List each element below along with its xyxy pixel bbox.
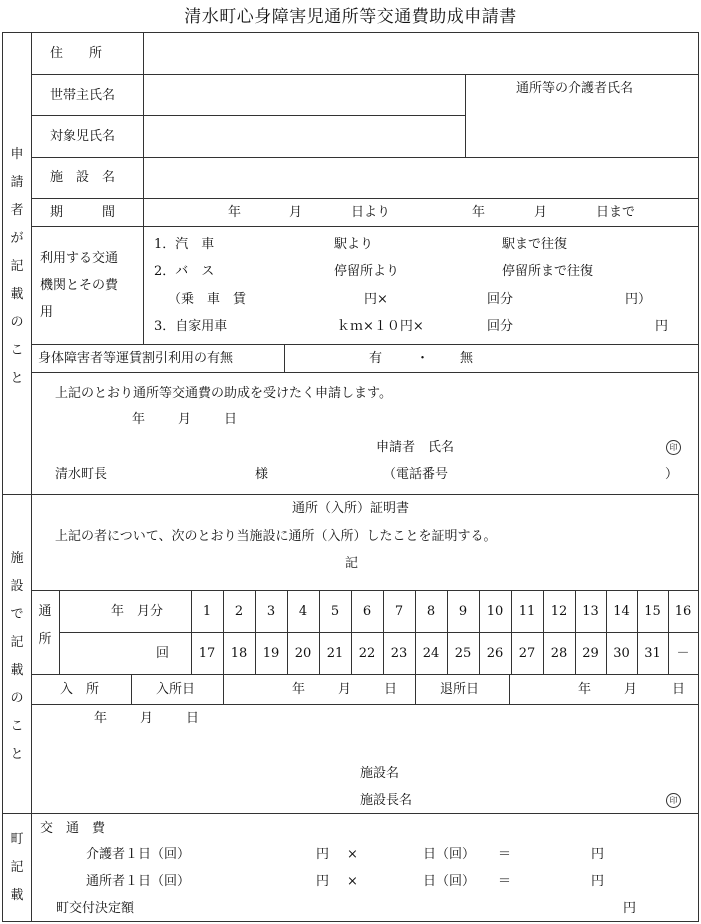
admission-label: 入 所 — [60, 682, 100, 697]
train-to: 駅まで往復 — [502, 237, 568, 252]
attendance-side-1: 通 — [38, 604, 52, 619]
day-cell: 3 — [266, 604, 276, 619]
day-cell: 19 — [262, 646, 280, 661]
certificate-statement: 上記の者について、次のとおり当施設に通所（入所）したことを証明する。 — [55, 529, 497, 544]
declaration-statement: 上記のとおり通所等交通費の助成を受けたく申請します。 — [55, 386, 392, 401]
admit-date-label: 入所日 — [156, 682, 196, 697]
discharge-date-label: 退所日 — [440, 682, 480, 697]
day-cell: 30 — [613, 646, 630, 661]
seal-icon: 印 — [666, 440, 681, 455]
escort-times: × — [347, 847, 358, 862]
side-char: 請 — [10, 175, 24, 190]
day-cell: 9 — [458, 604, 468, 619]
attendee-eq: ＝ — [498, 874, 512, 889]
escort-name-field[interactable] — [467, 100, 697, 156]
day-cell: 18 — [230, 646, 248, 661]
seal-icon: 印 — [666, 793, 681, 808]
phone-label: （電話番号 — [383, 467, 449, 482]
cert-day: 日 — [186, 711, 200, 726]
period-year-to: 年 — [472, 205, 486, 220]
admit-year: 年 — [292, 682, 306, 697]
applicant-name-label: 申請者 氏名 — [376, 440, 455, 455]
side-char: 記 — [10, 860, 24, 875]
side-char: で — [10, 607, 24, 622]
day-cell: 21 — [326, 646, 344, 661]
attendee-row-label: 通所者１日（回） — [86, 874, 191, 889]
day-cell: 13 — [582, 604, 599, 619]
side-char: 施 — [10, 551, 24, 566]
decision-yen: 円 — [623, 901, 637, 916]
period-year-from: 年 — [228, 205, 242, 220]
certificate-title: 通所（入所）証明書 — [292, 501, 410, 516]
escort-yen2: 円 — [591, 847, 605, 862]
escort-name-label: 通所等の介護者氏名 — [516, 81, 634, 96]
day-cell: 31 — [644, 646, 661, 661]
year-month-label: 年 月分 — [111, 604, 164, 619]
phone-close: ） — [665, 467, 679, 482]
attendee-days: 日（回） — [423, 874, 476, 889]
side-char: 町 — [10, 832, 24, 847]
period-month-from: 月 — [289, 205, 303, 220]
day-cell: 28 — [550, 646, 568, 661]
side-char: の — [10, 691, 24, 706]
day-cell: 5 — [330, 604, 340, 619]
car-rate: ｋｍ×１０円× — [337, 319, 424, 334]
period-day-to: 日まで — [596, 205, 636, 220]
attendee-yen2: 円 — [591, 874, 605, 889]
fare-title: 交 通 費 — [40, 821, 106, 836]
day-cell: 1 — [202, 604, 212, 619]
discharge-day: 日 — [672, 682, 686, 697]
fare-times: 回分 — [487, 292, 514, 307]
attendee-yen: 円 — [316, 874, 330, 889]
head-name-label: 世帯主氏名 — [50, 88, 116, 103]
day-cell: 20 — [294, 646, 312, 661]
transport-label-line1: 利用する交通 — [40, 251, 119, 266]
transport-label-line3: 用 — [40, 305, 54, 320]
fare-label: （乗 車 賃 — [168, 292, 247, 307]
discount-separator: ・ — [416, 351, 430, 366]
period-day-from: 日より — [351, 205, 391, 220]
address-label: 住 所 — [50, 46, 103, 61]
day-cell: 2 — [234, 604, 244, 619]
day-cell: － — [676, 646, 690, 661]
child-name-label: 対象児氏名 — [50, 129, 116, 144]
day-cell: 22 — [358, 646, 376, 661]
day-cell: 14 — [613, 604, 630, 619]
side-char: と — [10, 371, 24, 386]
period-month-to: 月 — [534, 205, 548, 220]
declaration-day: 日 — [224, 412, 238, 427]
discount-yes[interactable]: 有 — [369, 351, 383, 366]
side-char: が — [10, 231, 24, 246]
form-title: 清水町心身障害児通所等交通費助成申請書 — [184, 7, 517, 27]
day-cell: 25 — [454, 646, 472, 661]
count-label: 回 — [156, 646, 170, 661]
mayor-label: 清水町長 — [55, 467, 108, 482]
day-cell: 7 — [394, 604, 404, 619]
facility-name-field[interactable] — [145, 159, 697, 197]
day-cell: 23 — [390, 646, 408, 661]
escort-row-label: 介護者１日（回） — [86, 847, 191, 862]
ki-label: 記 — [345, 556, 359, 571]
applicant-name-field[interactable] — [470, 436, 660, 456]
day-cell: 17 — [198, 646, 216, 661]
day-cell: 27 — [518, 646, 536, 661]
fare-yen-times: 円× — [364, 292, 388, 307]
side-char: 申 — [10, 147, 24, 162]
side-char: 記 — [10, 259, 24, 274]
side-char: と — [10, 747, 24, 762]
day-cell: 4 — [298, 604, 308, 619]
day-cell: 24 — [422, 646, 440, 661]
decision-label: 町交付決定額 — [56, 901, 135, 916]
discharge-year: 年 — [578, 682, 592, 697]
day-cell: 11 — [518, 604, 536, 619]
cert-facility-name-field[interactable] — [410, 762, 660, 782]
side-char: 記 — [10, 635, 24, 650]
attendee-times: × — [347, 874, 358, 889]
train-label: 1．汽 車 — [154, 237, 215, 252]
side-char: 載 — [10, 888, 24, 903]
day-cell: 10 — [486, 604, 504, 619]
fare-yen-close: 円） — [625, 292, 652, 307]
side-char: こ — [10, 719, 24, 734]
train-from: 駅より — [334, 237, 374, 252]
bus-from: 停留所より — [334, 264, 400, 279]
day-cell: 16 — [674, 604, 692, 619]
day-cell: 6 — [362, 604, 372, 619]
side-char: 載 — [10, 663, 24, 678]
attendance-side-2: 所 — [38, 632, 52, 647]
day-cell: 26 — [486, 646, 504, 661]
side-char: の — [10, 315, 24, 330]
facility-name-label: 施 設 名 — [50, 170, 116, 185]
day-cell: 29 — [582, 646, 599, 661]
sama-label: 様 — [255, 467, 269, 482]
bus-label: 2．バ ス — [154, 264, 215, 279]
admit-day: 日 — [384, 682, 398, 697]
cert-year: 年 — [94, 711, 108, 726]
day-cell: 8 — [426, 604, 436, 619]
side-char: こ — [10, 343, 24, 358]
escort-days: 日（回） — [423, 847, 476, 862]
cert-facility-name-label: 施設名 — [360, 766, 400, 781]
discharge-month: 月 — [624, 682, 638, 697]
side-char: 載 — [10, 287, 24, 302]
escort-yen: 円 — [316, 847, 330, 862]
escort-eq: ＝ — [498, 847, 512, 862]
car-times: 回分 — [487, 319, 514, 334]
side-char: 者 — [10, 203, 24, 218]
phone-field[interactable] — [460, 463, 660, 483]
declaration-month: 月 — [178, 412, 192, 427]
period-label: 期 間 — [50, 205, 116, 220]
declaration-year: 年 — [132, 412, 146, 427]
decision-amount-field[interactable] — [150, 897, 615, 917]
discount-label: 身体障害者等運賃割引利用の有無 — [38, 351, 234, 366]
director-label: 施設長名 — [360, 793, 413, 808]
cert-month: 月 — [140, 711, 154, 726]
side-char: 設 — [10, 579, 24, 594]
address-field[interactable] — [145, 34, 697, 73]
day-cell: 15 — [644, 604, 661, 619]
director-field[interactable] — [425, 789, 660, 809]
transport-label-line2: 機関とその費 — [40, 278, 119, 293]
bus-to: 停留所まで往復 — [502, 264, 594, 279]
child-name-field[interactable] — [145, 117, 463, 156]
day-cell: 12 — [550, 604, 568, 619]
head-name-field[interactable] — [145, 76, 463, 114]
car-yen: 円 — [655, 319, 669, 334]
admit-month: 月 — [338, 682, 352, 697]
car-label: 3．自家用車 — [154, 319, 228, 334]
discount-no[interactable]: 無 — [460, 351, 474, 366]
